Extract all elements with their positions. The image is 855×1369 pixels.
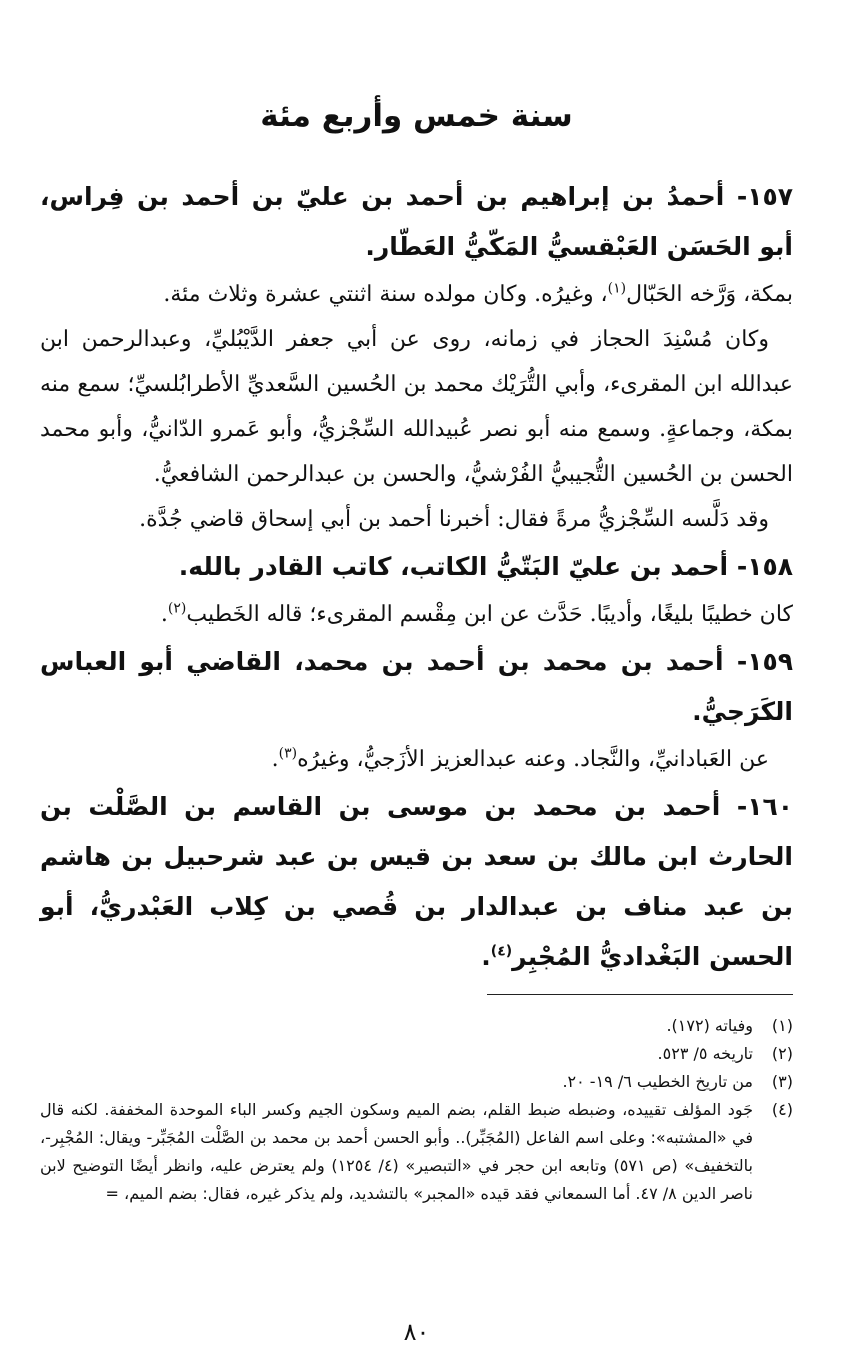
entry-157-p1-rest: ، وغيرُه. وكان مولده سنة اثنتي عشرة وثلاث مئة. [163,282,608,307]
footnote-ref-1: (١) [607,280,627,297]
entry-157-paragraph-3: وقد دَلَّسه السِّجْزيُّ مرةً فقال: أخبرنا أحمد بن أبي إسحاق قاضي جُدَّة. [139,507,769,532]
footnote-ref-2: (٢) [167,600,187,617]
footnote-3 [40,1068,793,1096]
entry-158-p1-rest: . [160,602,168,627]
entry-160-heading-text: ١٦٠- أحمد بن محمد بن موسى بن القاسم بن الصَّلْت بن الحارث ابن مالك بن سعد بن قيس بن عبد شرحبيل بن هاشم بن عبد مناف بن عبدالدار بن قُصي بن كِلاب العَبْدريُّ، أبو الحسن البَغْداديُّ المُجْبِر [40,792,793,971]
footnote-number: (١) [771,1016,793,1035]
chapter-title: سنة خمس وأربع مئة [260,98,573,134]
footnote-separator [487,994,793,995]
entry-159-heading: ١٥٩- أحمد بن محمد بن أحمد بن محمد، القاضي أبو العباس الكَرَجيُّ. [40,647,793,726]
footnotes [40,1012,793,1208]
footnote-ref-4: (٤) [490,943,513,960]
entry-157-paragraph-2: وكان مُسْنِدَ الحجاز في زمانه، روى عن أبي جعفر الدَّيْبُليِّ، وعبدالرحمن ابن عبدالله ابن المقرىء، وأبي التُّرَيْك محمد بن الحُسين السَّعديِّ الأطرابُلسيِّ؛ سمع منه بمكة، وجماعةٍ. وسمع منه أبو نصر عُبيدالله السِّجْزيُّ، وأبو عَمرو الدّانيُّ، وأبو محمد الحسن بن الحُسين التُّجيبيُّ الفُرْشيُّ، والحسن بن عبدالرحمن الشافعيُّ. [40,327,793,487]
entry-159-p1-text: عن العَبادانيِّ، والنَّجاد. وعنه عبدالعزيز الأزَجيُّ، وغيرُه [297,747,769,772]
footnote-ref-3: (٣) [278,745,298,762]
body-text [40,168,793,982]
entry-158-paragraph-1 [40,592,793,637]
entry-160-heading [40,782,793,982]
entry-159-paragraph-1 [40,737,793,782]
footnote-number: (٢) [771,1044,793,1063]
footnote-text: جَود المؤلف تقييده، وضبطه ضبط القلم، بضم الميم وسكون الجيم وكسر الباء الموحدة المخففة. لكنه قال في «المشتبه»: وعلى اسم الفاعل (المُجَبِّر).. وأبو الحسن أحمد بن محمد بن الصَّلْت المُجَبِّر- ويقال: المُجْبِر-، بالتخفيف» (ص ٥٧١) وتابعه ابن حجر في «التبصير» (٤/ ١٢٥٤) ولم يعترض عليه، وانظر أيضًا التوضيح لابن ناصر الدين ٨/ ٤٧. أما السمعاني فقد قيده «المجبر» بالتشديد، ولم يذكر غيره، فقال: بضم الميم، = [40,1100,754,1203]
entry-157-heading: ١٥٧- أحمدُ بن إبراهيم بن أحمد بن عليّ بن أحمد بن فِراس، أبو الحَسَن العَبْقسيُّ المَكّيُّ العَطّار. [40,182,793,261]
entry-158-p1-text: كان خطيبًا بليغًا، وأديبًا. حَدَّث عن ابن مِقْسم المقرىء؛ قاله الخَطيب [186,602,793,627]
footnote-1 [40,1012,793,1040]
footnote-2 [40,1040,793,1068]
footnote-text: وفياته (١٧٢). [666,1016,753,1035]
footnote-number: (٣) [771,1072,793,1091]
entry-158-heading: ١٥٨- أحمد بن عليّ البَتّيُّ الكاتب، كاتب القادر بالله. [178,552,793,581]
footnote-number: (٤) [771,1100,793,1119]
entry-159-p1-rest: . [271,747,279,772]
footnote-text: من تاريخ الخطيب ٦/ ١٩- ٢٠. [562,1072,753,1091]
footnote-4 [40,1096,793,1208]
entry-157-p1-text: بمكة، وَرَّخه الحَبّال [626,282,793,307]
entry-157-paragraph-1 [40,272,793,317]
entry-160-heading-rest: . [481,942,491,971]
footnote-text: تاريخه ٥/ ٥٢٣. [657,1044,753,1063]
book-page [40,0,793,1369]
page-number: ٨٠ [403,1318,430,1346]
